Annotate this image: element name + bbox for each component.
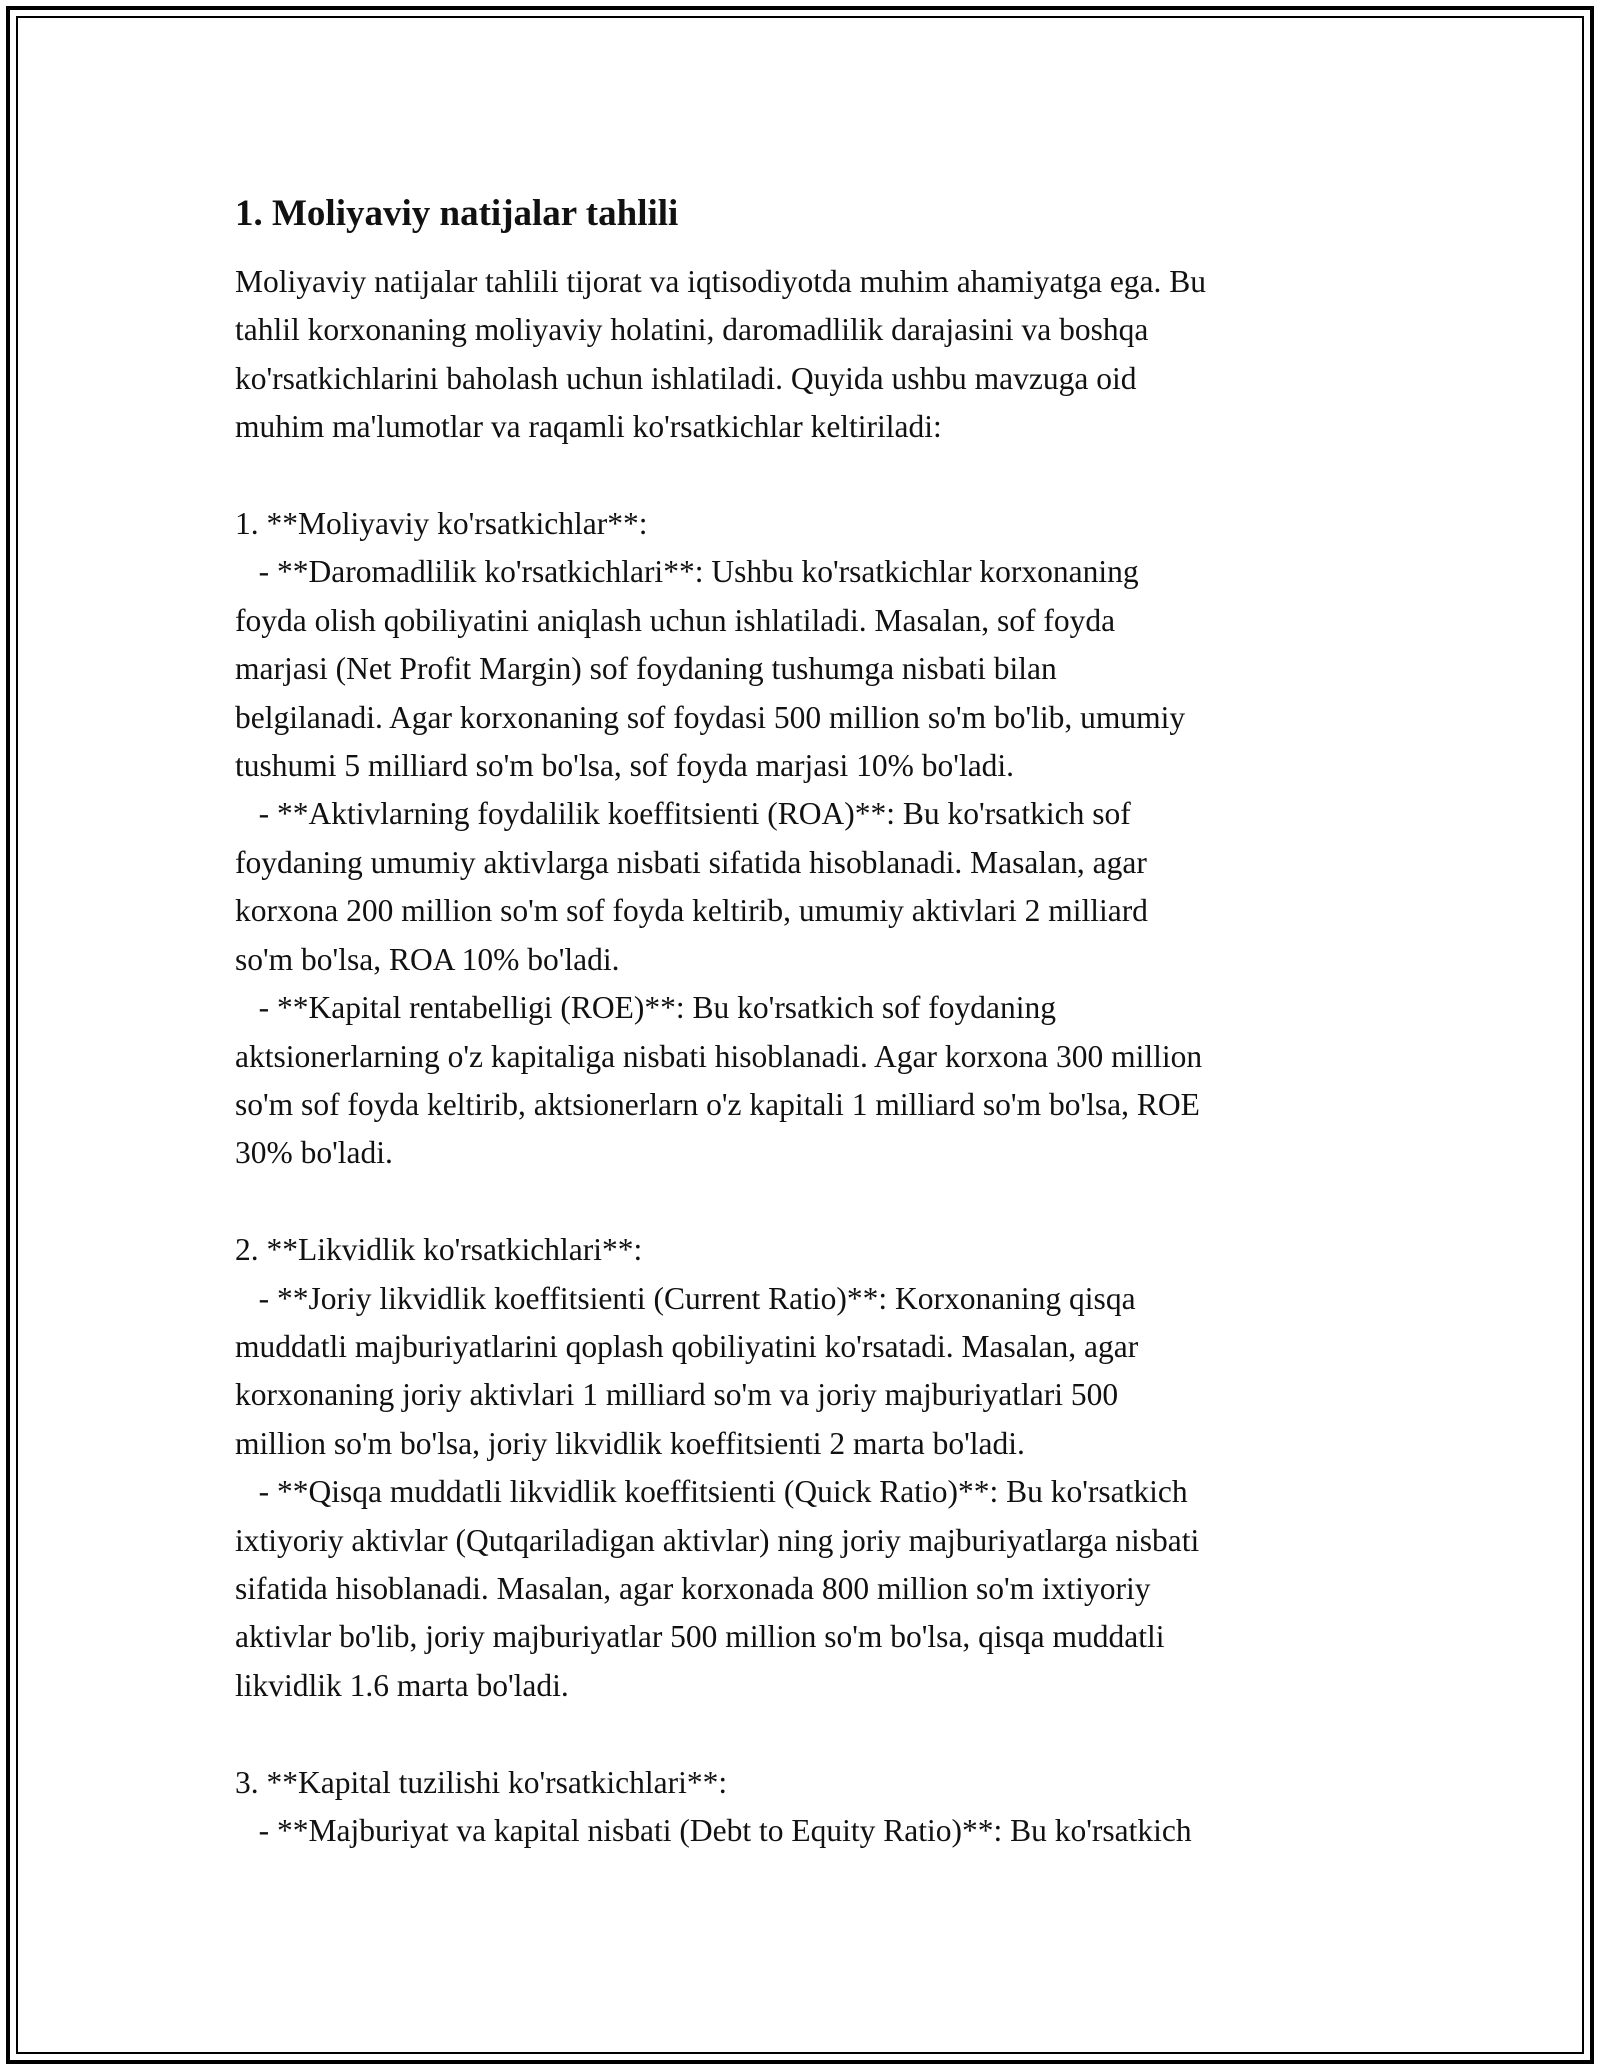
document-title: 1. Moliyaviy natijalar tahlili [235,193,679,234]
document-page [235,188,1375,1855]
document-body: Moliyaviy natijalar tahlili tijorat va iqtisodiyotda muhim ahamiyatga ega. Bu tahlil korxonaning moliyaviy holatini, daromadlilik darajasini va boshqa ko'rsatkichlarini baholash uchun ishlatiladi. Quyida ushbu mavzuga oid muhim ma'lumotlar va raqamli ko'rsatkichlar keltiriladi: 1. **Moliyaviy ko'rsatkichlar**: - **Daromadlilik ko'rsatkichlari**: Ushbu ko'rsatkichlar korxonaning foyda olish qobiliyatini aniqlash uchun ishlatiladi. Masalan, sof foyda marjasi (Net Profit Margin) sof foydaning tushumga nisbati bilan belgilanadi. Agar korxonaning sof foydasi 500 million so'm bo'lib, umumiy tushumi 5 milliard so'm bo'lsa, sof foyda marjasi 10% bo'ladi. - **Aktivlarning foydalilik koeffitsienti (ROA)**: Bu ko'rsatkich sof foydaning umumiy aktivlarga nisbati sifatida hisoblanadi. Masalan, agar korxona 200 million so'm sof foyda keltirib, umumiy aktivlari 2 milliard so'm bo'lsa, ROA 10% bo'ladi. - **Kapital rentabelligi (ROE)**: Bu ko'rsatkich sof foydaning aktsionerlarning o'z kapitaliga nisbati hisoblanadi. Agar korxona 300 million so'm sof foyda keltirib, aktsionerlarn o'z kapitali 1 milliard so'm bo'lsa, ROE 30% bo'ladi. 2. **Likvidlik ko'rsatkichlari**: - **Joriy likvidlik koeffitsienti (Current Ratio)**: Korxonaning qisqa muddatli majburiyatlarini qoplash qobiliyatini ko'rsatadi. Masalan, agar korxonaning joriy aktivlari 1 milliard so'm va joriy majburiyatlari 500 million so'm bo'lsa, joriy likvidlik koeffitsienti 2 marta bo'ladi. - **Qisqa muddatli likvidlik koeffitsienti (Quick Ratio)**: Bu ko'rsatkich ixtiyoriy aktivlar (Qutqariladigan aktivlar) ning joriy majburiyatlarga nisbati sifatida hisoblanadi. Masalan, agar korxonada 800 million so'm ixtiyoriy aktivlar bo'lib, joriy majburiyatlar 500 million so'm bo'lsa, qisqa muddatli likvidlik 1.6 marta bo'ladi. 3. **Kapital tuzilishi ko'rsatkichlari**: - **Majburiyat va kapital nisbati (Debt to Equity Ratio)**: Bu ko'rsatkich [235,264,1207,1848]
